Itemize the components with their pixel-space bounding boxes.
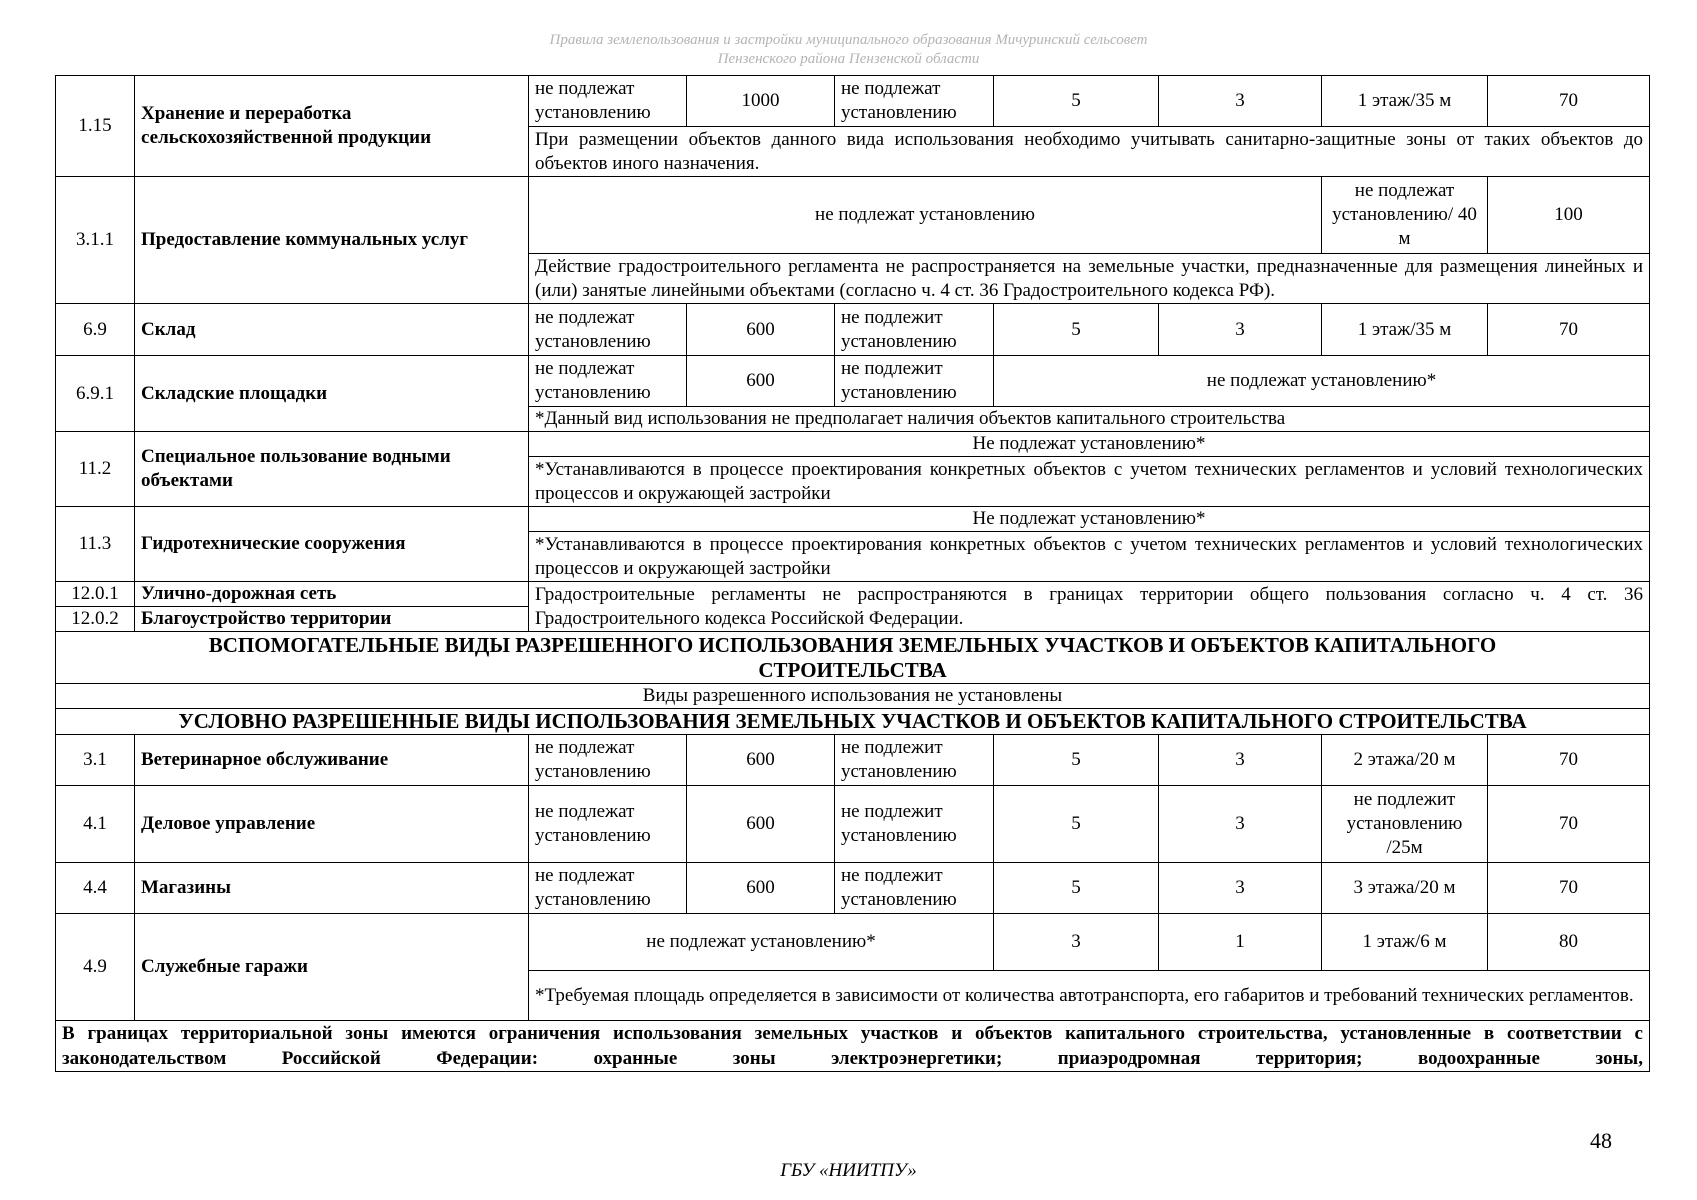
table-row xyxy=(56,432,1650,457)
table-row xyxy=(56,76,1650,127)
page-footer: ГБУ «НИИТПУ» xyxy=(780,1160,917,1181)
running-header-line1: Правила землепользования и застройки муниципального образования Мичуринский сельсовет xyxy=(549,32,1148,48)
table-row xyxy=(56,1021,1650,1072)
row-name: Служебные гаражи xyxy=(135,914,529,1021)
row-code: 12.0.1 xyxy=(56,582,135,607)
row-name: Улично-дорожная сеть xyxy=(135,582,529,607)
cell-value: 70 xyxy=(1488,786,1650,863)
cell-value: 3 xyxy=(994,914,1159,971)
cell-value: 600 xyxy=(687,304,835,356)
cell-value: 100 xyxy=(1488,177,1650,254)
table-row xyxy=(56,914,1650,971)
regulation-table xyxy=(55,75,1650,1072)
row-note: *Требуемая площадь определяется в зависимости от количества автотранспорта, его габаритов и требований технических регламентов. xyxy=(529,971,1650,1021)
row-code: 3.1.1 xyxy=(56,177,135,304)
page-number: 48 xyxy=(1590,1128,1612,1153)
row-code: 4.4 xyxy=(56,863,135,914)
table-row xyxy=(56,177,1650,254)
cell-value: не подлежит установлению xyxy=(835,863,994,914)
cell-value: 5 xyxy=(994,786,1159,863)
table-row xyxy=(56,304,1650,356)
table-row xyxy=(56,632,1650,684)
cell-value: 70 xyxy=(1488,76,1650,127)
running-header-line2: Пензенского района Пензенской области xyxy=(717,51,980,67)
row-code: 11.3 xyxy=(56,507,135,582)
cell-value: 3 xyxy=(1159,735,1322,786)
row-code: 1.15 xyxy=(56,76,135,177)
cell-value: 600 xyxy=(687,735,835,786)
cell-value: 5 xyxy=(994,304,1159,356)
section-heading-auxiliary: ВСПОМОГАТЕЛЬНЫЕ ВИДЫ РАЗРЕШЕННОГО ИСПОЛЬЗОВАНИЯ ЗЕМЕЛЬНЫХ УЧАСТКОВ И ОБЪЕКТОВ КАПИТАЛЬНОГО СТРОИТЕЛЬСТВА xyxy=(56,632,1650,684)
row-note: *Устанавливаются в процессе проектирования конкретных объектов с учетом технических регламентов и условий технологических процессов и окружающей застройки xyxy=(529,532,1650,582)
cell-value: 70 xyxy=(1488,304,1650,356)
cell-value: не подлежит установлению /25м xyxy=(1322,786,1488,863)
row-name: Складские площадки xyxy=(135,356,529,432)
row-name: Гидротехнические сооружения xyxy=(135,507,529,582)
row-code: 4.9 xyxy=(56,914,135,1021)
auxiliary-none-note: Виды разрешенного использования не установлены xyxy=(56,684,1650,709)
row-note: Действие градостроительного регламента не распространяется на земельные участки, предназначенные для размещения линейных и (или) занятые линейными объектами (согласно ч. 4 ст. 36 Градостроительного кодекса РФ). xyxy=(529,254,1650,304)
cell-value: 600 xyxy=(687,356,835,407)
table-row xyxy=(56,863,1650,914)
row-name: Хранение и переработка сельскохозяйственной продукции xyxy=(135,76,529,177)
cell-value: 1000 xyxy=(687,76,835,127)
cell-value: 1 этаж/35 м xyxy=(1322,76,1488,127)
cell-value: 600 xyxy=(687,786,835,863)
table-row xyxy=(56,735,1650,786)
section-heading-conditional: УСЛОВНО РАЗРЕШЕННЫЕ ВИДЫ ИСПОЛЬЗОВАНИЯ ЗЕМЕЛЬНЫХ УЧАСТКОВ И ОБЪЕКТОВ КАПИТАЛЬНОГО СТРОИТЕЛЬСТВА xyxy=(56,709,1650,735)
row-note: При размещении объектов данного вида использования необходимо учитывать санитарно-защитные зоны от таких объектов до объектов иного назначения. xyxy=(529,127,1650,177)
cell-value: не подлежат установлению xyxy=(529,304,687,356)
cell-value: 3 xyxy=(1159,786,1322,863)
cell-value: 5 xyxy=(994,76,1159,127)
table-row xyxy=(56,709,1650,735)
cell-value: 3 xyxy=(1159,304,1322,356)
row-name: Благоустройство территории xyxy=(135,607,529,632)
cell-value: 1 этаж/35 м xyxy=(1322,304,1488,356)
cell-value: 5 xyxy=(994,863,1159,914)
cell-value: не подлежат установлению xyxy=(835,76,994,127)
cell-merged: не подлежат установлению xyxy=(529,177,1322,254)
cell-merged: Не подлежат установлению* xyxy=(529,432,1650,457)
cell-value: 600 xyxy=(687,863,835,914)
cell-value: 70 xyxy=(1488,863,1650,914)
cell-value: 2 этажа/20 м xyxy=(1322,735,1488,786)
row-code: 11.2 xyxy=(56,432,135,507)
cell-value: не подлежит установлению xyxy=(835,356,994,407)
table-row xyxy=(56,356,1650,407)
row-note: *Данный вид использования не предполагает наличия объектов капитального строительства xyxy=(529,407,1650,432)
cell-value: не подлежат установлению/ 40 м xyxy=(1322,177,1488,254)
cell-value: не подлежат установлению xyxy=(529,735,687,786)
row-name: Склад xyxy=(135,304,529,356)
cell-value: не подлежит установлению xyxy=(835,304,994,356)
row-code: 4.1 xyxy=(56,786,135,863)
table-row xyxy=(56,507,1650,532)
row-name: Ветеринарное обслуживание xyxy=(135,735,529,786)
cell-value: 3 xyxy=(1159,76,1322,127)
row-name: Специальное пользование водными объектами xyxy=(135,432,529,507)
cell-value: 1 xyxy=(1159,914,1322,971)
row-code: 3.1 xyxy=(56,735,135,786)
row-name: Магазины xyxy=(135,863,529,914)
cell-merged: Не подлежат установлению* xyxy=(529,507,1650,532)
cell-value: 3 этажа/20 м xyxy=(1322,863,1488,914)
cell-value: 5 xyxy=(994,735,1159,786)
cell-value: не подлежат установлению xyxy=(529,356,687,407)
cell-merged: не подлежат установлению* xyxy=(994,356,1650,407)
cell-value: 80 xyxy=(1488,914,1650,971)
row-name: Деловое управление xyxy=(135,786,529,863)
cell-value: не подлежит установлению xyxy=(835,786,994,863)
cell-value: не подлежит установлению xyxy=(835,735,994,786)
row-note: *Устанавливаются в процессе проектирования конкретных объектов с учетом технических регламентов и условий технологических процессов и окружающей застройки xyxy=(529,457,1650,507)
cell-value: 3 xyxy=(1159,863,1322,914)
cell-value: не подлежат установлению xyxy=(529,76,687,127)
row-code: 6.9.1 xyxy=(56,356,135,432)
cell-value: 1 этаж/6 м xyxy=(1322,914,1488,971)
restrictions-note: В границах территориальной зоны имеются ограничения использования земельных участков и объектов капитального строительства, установленные в соответствии с законодательством Российской Федерации: охранные зоны электроэнергетики; приаэродромная территория; водоохранные зоны, xyxy=(56,1021,1650,1072)
row-name: Предоставление коммунальных услуг xyxy=(135,177,529,304)
cell-merged: не подлежат установлению* xyxy=(529,914,994,971)
cell-value: 70 xyxy=(1488,735,1650,786)
row-code: 6.9 xyxy=(56,304,135,356)
table-row xyxy=(56,582,1650,607)
table-row xyxy=(56,786,1650,863)
cell-value: не подлежат установлению xyxy=(529,863,687,914)
table-row xyxy=(56,684,1650,709)
cell-value: не подлежат установлению xyxy=(529,786,687,863)
row-code: 12.0.2 xyxy=(56,607,135,632)
row-note: Градостроительные регламенты не распространяются в границах территории общего пользования согласно ч. 4 ст. 36 Градостроительного кодекса Российской Федерации. xyxy=(529,582,1650,632)
